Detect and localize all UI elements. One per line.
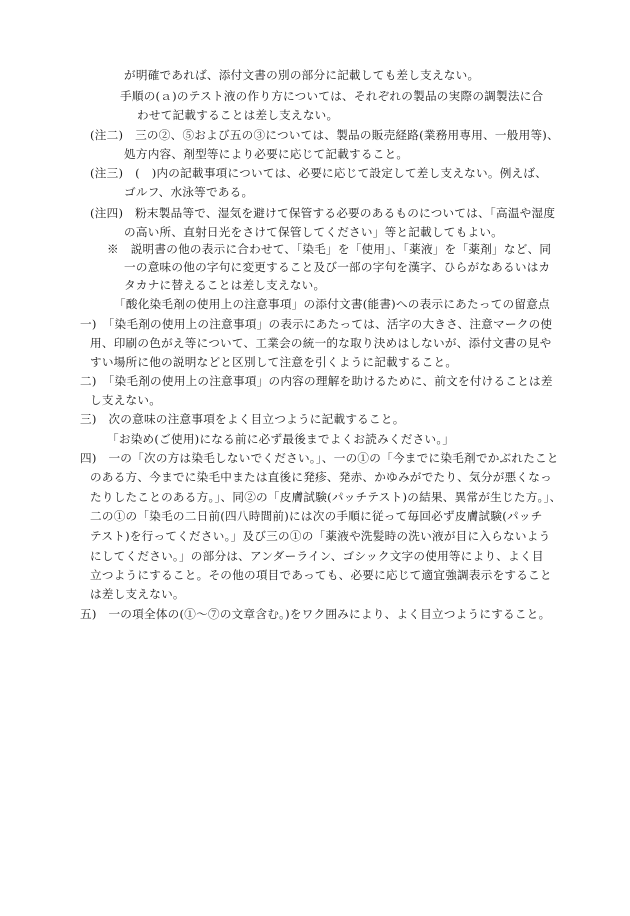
text-line: 四) 一の「次の方は染毛しないでください。」、一の①の「今までに染毛剤でかぶれたこと [80, 451, 559, 465]
text-line: 一の意味の他の字句に変更すること及び一部の字句を漢字、ひらがなあるいはカ [124, 260, 551, 274]
text-line: 処方内容、剤型等により必要に応じて記載すること。 [124, 147, 409, 161]
text-line: は差し支えない。 [90, 587, 185, 601]
text-line: 一) 「染毛剤の使用上の注意事項」の表示にあたっては、活字の大きさ、注意マークの使 [80, 317, 553, 331]
text-line: ゴルフ、水泳等である。 [124, 185, 254, 199]
text-line: 用、印刷の色がえ等について、工業会の統一的な取り決めはしないが、添付文書の見や [90, 336, 552, 350]
text-line: 二) 「染毛剤の使用上の注意事項」の内容の理解を助けるために、前文を付けることは差 [80, 374, 553, 388]
text-line: 五) 一の項全体の(①〜⑦の文章含む。)をワク囲みにより、よく目立つようにすること。 [80, 607, 551, 621]
text-line: の高い所、直射日光をさけて保管してください」等と記載してもよい。 [124, 225, 504, 239]
text-line: し支えない。 [90, 393, 162, 407]
text-line: (注三) ( )内の記載事項については、必要に応じて設定して差し支えない。例えば、 [90, 166, 548, 180]
text-line: 立つようにすること。その他の項目であっても、必要に応じて適宜強調表示をすること [90, 568, 552, 582]
text-line: テスト)を行ってください。」及び三の①の「薬液や洗髪時の洗い液が目に入らないよう [90, 529, 551, 543]
text-line: 「お染め(ご使用)になる前に必ず最後までよくお読みください。」 [107, 432, 455, 446]
text-line: (注四) 粉末製品等で、湿気を避けて保管する必要のあるものについては、「高温や湿度 [90, 206, 556, 220]
text-line: にしてください。」の部分は、アンダーライン、ゴシック文字の使用等により、よく目 [90, 549, 544, 563]
text-line: わせて記載することは差し支えない。 [137, 108, 339, 122]
text-line: 三) 次の意味の注意事項をよく目立つように記載すること。 [80, 412, 405, 426]
text-line: タカナに替えることは差し支えない。 [124, 278, 326, 292]
text-line: ※ 説明書の他の表示に合わせて、「染毛」を「使用」、「薬液」を「薬剤」など、同 [107, 242, 552, 256]
text-line: (注二) 三の②、⑤および五の③については、製品の販売経路(業務用専用、一般用等)、 [90, 128, 559, 142]
text-line: すい場所に他の説明などと区別して注意を引くように記載すること。 [90, 355, 458, 369]
text-line: 二の①の「染毛の二日前(四八時間前)には次の手順に従って毎回必ず皮膚試験(パッチ [90, 509, 543, 523]
text-line: たりしたことのある方。」、同②の「皮膚試験(パッチテスト)の結果、異常が生じた方。」、 [90, 490, 562, 504]
text-line: のある方、今までに染毛中または直後に発疹、発赤、かゆみがでたり、気分が悪くなっ [90, 470, 552, 484]
text-line: 手順の(ａ)のテスト液の作り方については、それぞれの製品の実際の調製法に合 [120, 89, 544, 103]
section-heading: 「酸化染毛剤の使用上の注意事項」の添付文書(能書)への表示にあたっての留意点 [114, 297, 550, 311]
text-line: が明確であれば、添付文書の別の部分に記載しても差し支えない。 [124, 68, 480, 82]
